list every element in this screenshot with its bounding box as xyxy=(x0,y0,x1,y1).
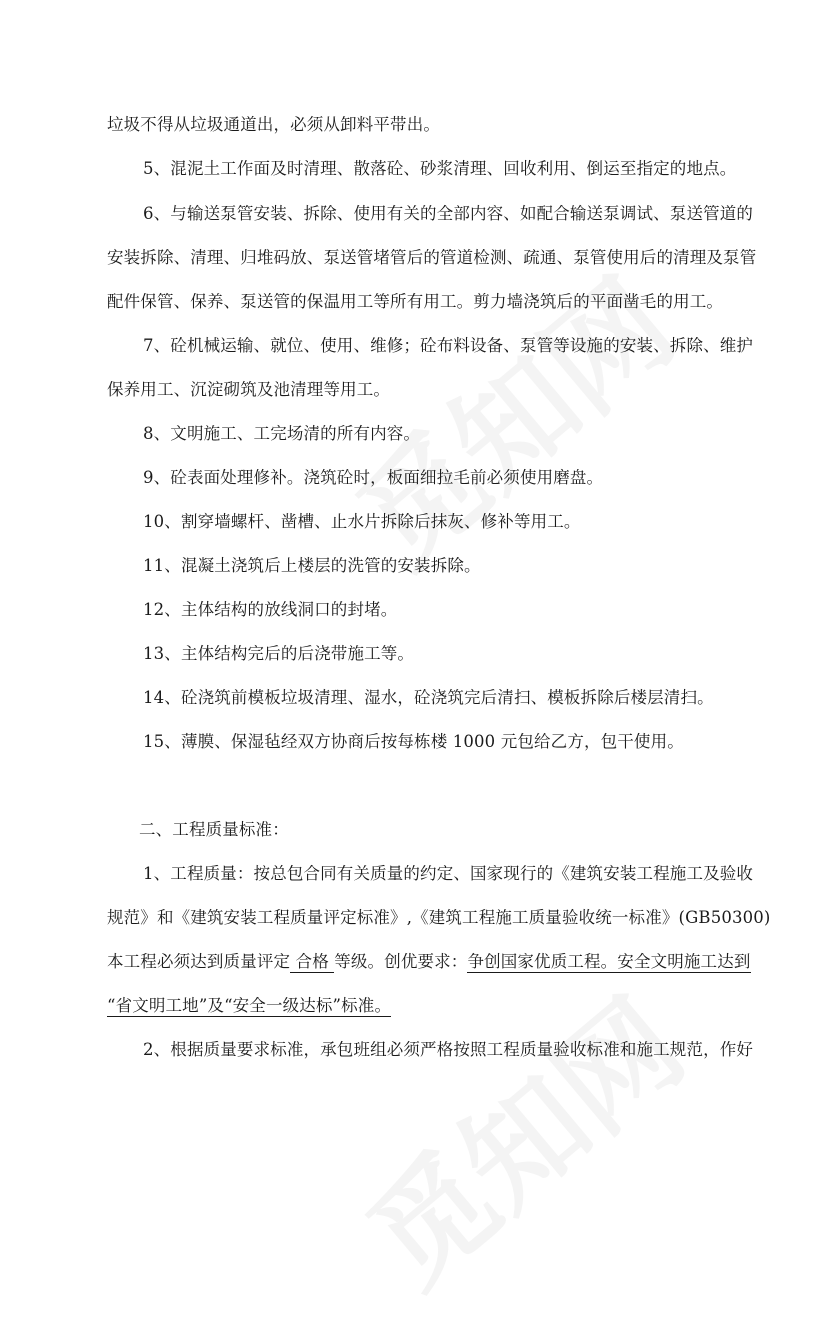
standard-underlined: “省文明工地”及“安全一级达标”标准。 xyxy=(107,996,392,1015)
paragraph-line: 2、根据质量要求标准，承包班组必须严格按照工程质量验收标准和施工规范，作好 xyxy=(143,1040,754,1059)
watermark-text xyxy=(317,234,703,597)
text-run: 本工程必须达到质量评定 xyxy=(107,952,291,971)
text-run: 等级。创优要求： xyxy=(334,952,468,971)
paragraph-line: 1、工程质量：按总包合同有关质量的约定、国家现行的《建筑安装工程施工及验收 xyxy=(143,864,754,883)
paragraph-line: 规范》和《建筑安装工程质量评定标准》,《建筑工程施工质量验收统一标准》(GB50300) xyxy=(107,908,771,927)
paragraph-line xyxy=(107,950,751,974)
paragraph-line: 保养用工、沉淀砌筑及池清理等用工。 xyxy=(107,380,391,399)
excellence-goal-underlined: 争创国家优质工程。安全文明施工达到 xyxy=(467,952,751,971)
paragraph-line: 5、混泥土工作面及时清理、散落砼、砂浆清理、回收利用、倒运至指定的地点。 xyxy=(143,159,737,178)
paragraph-line: 安装拆除、清理、归堆码放、泵送管堵管后的管道检测、疏通、泵管使用后的清理及泵管 xyxy=(107,248,757,267)
paragraph-line: 6、与输送泵管安装、拆除、使用有关的全部内容、如配合输送泵调试、泵送管道的 xyxy=(143,204,754,223)
paragraph-line: 垃圾不得从垃圾通道出，必须从卸料平带出。 xyxy=(107,115,440,134)
section-heading: 二、工程质量标准： xyxy=(139,820,289,839)
quality-grade-underlined: 合格 xyxy=(290,952,335,971)
paragraph-line: 8、文明施工、工完场清的所有内容。 xyxy=(143,424,421,443)
paragraph-line: 11、混凝土浇筑后上楼层的洗管的安装拆除。 xyxy=(143,556,481,575)
paragraph-line: 12、主体结构的放线洞口的封堵。 xyxy=(143,600,398,619)
paragraph-line: 13、主体结构完后的后浇带施工等。 xyxy=(143,644,415,663)
paragraph-line: 15、薄膜、保湿毡经双方协商后按每栋楼 1000 元包给乙方，包干使用。 xyxy=(143,732,684,751)
paragraph-line: 14、砼浇筑前模板垃圾清理、湿水，砼浇筑完后清扫、模板拆除后楼层清扫。 xyxy=(143,688,714,707)
paragraph-line: 7、砼机械运输、就位、使用、维修；砼布料设备、泵管等设施的安装、拆除、维护 xyxy=(143,336,754,355)
paragraph-line: 9、砼表面处理修补。浇筑砼时，板面细拉毛前必须使用磨盘。 xyxy=(143,468,604,487)
paragraph-line: 10、割穿墙螺杆、凿槽、止水片拆除后抹灰、修补等用工。 xyxy=(143,512,581,531)
paragraph-line xyxy=(107,994,391,1018)
paragraph-line: 配件保管、保养、泵送管的保温用工等所有用工。剪力墙浇筑后的平面凿毛的用工。 xyxy=(107,292,724,311)
